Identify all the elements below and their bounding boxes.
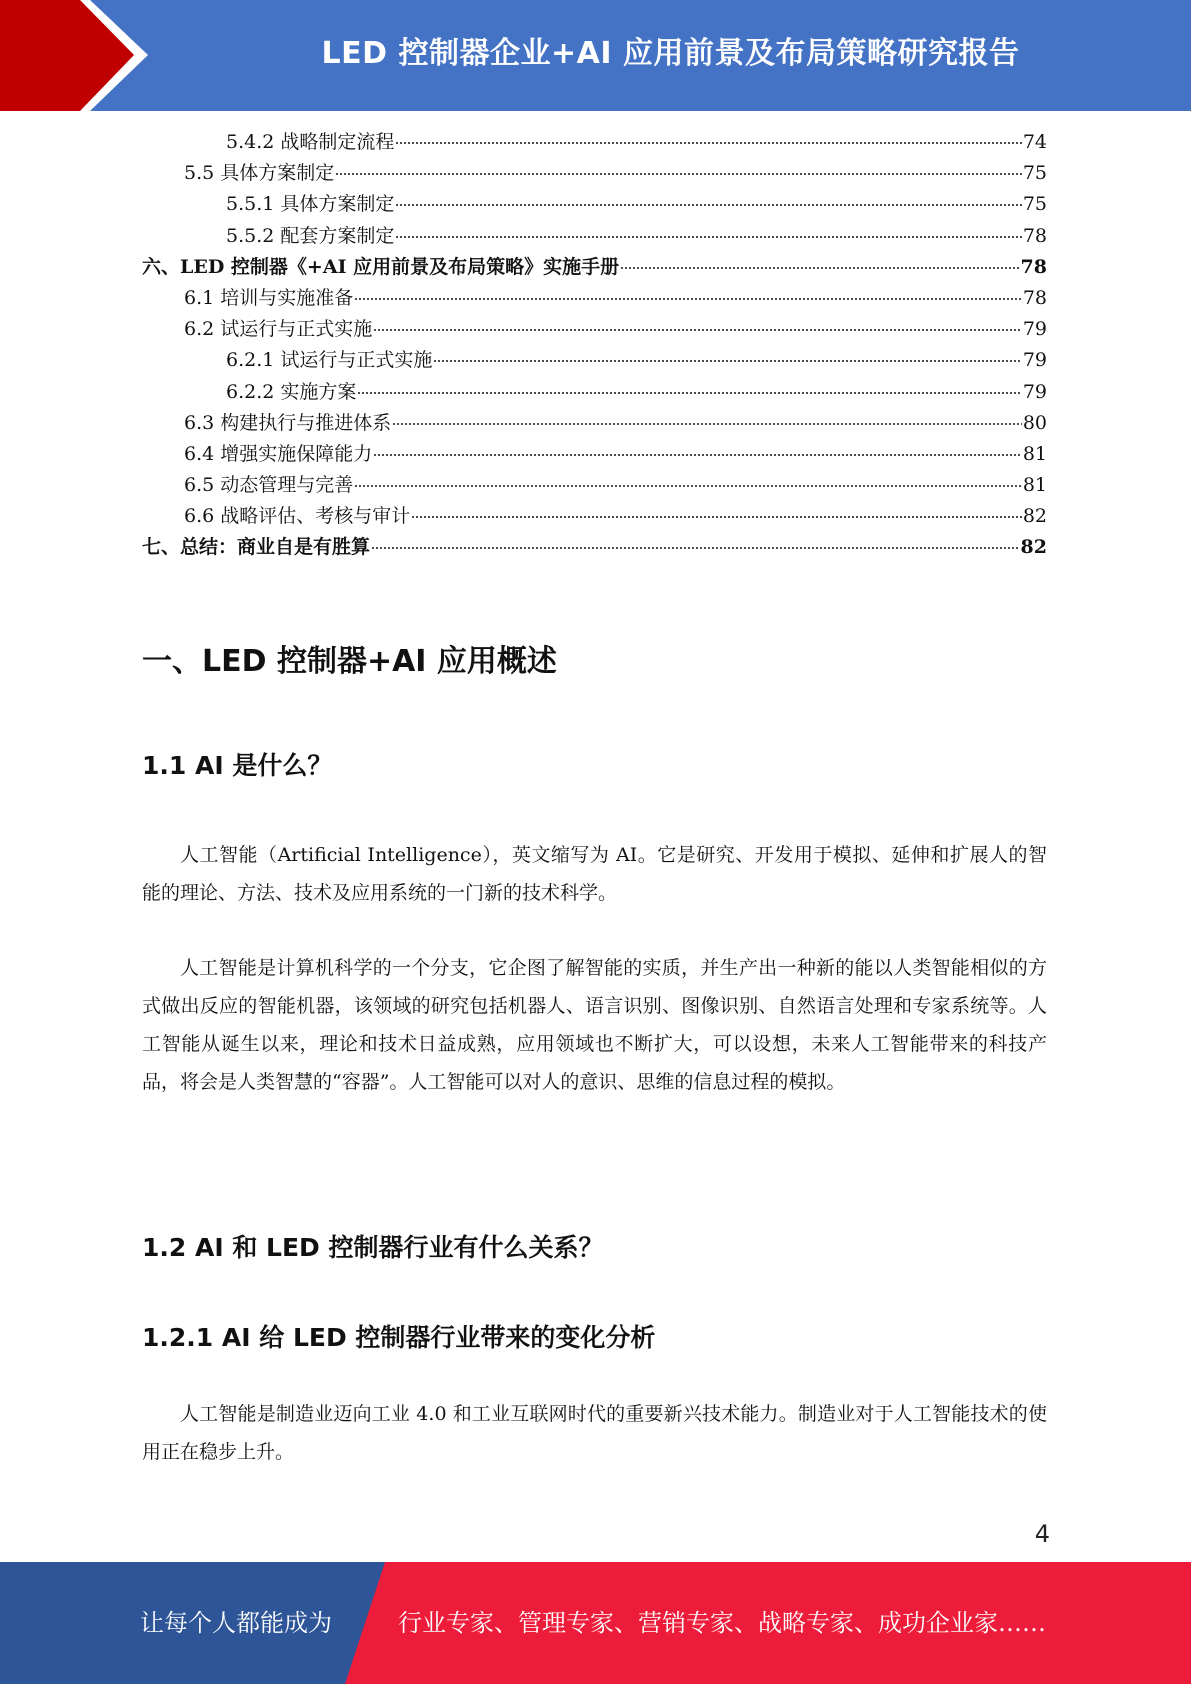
toc-entry[interactable] [142,470,1047,501]
toc-entry[interactable] [142,189,1047,220]
toc-entry-title: 6.6 战略评估、考核与审计 [184,505,411,528]
toc-leader-dots [373,329,1022,331]
header-title: LED 控制器企业+AI 应用前景及布局策略研究报告 [321,36,1020,71]
toc-leader-dots [395,236,1021,238]
page-footer [0,1562,1191,1684]
section-heading-1-1: 1.1 AI 是什么？ [142,751,333,780]
toc-entry-page: 78 [1022,286,1047,309]
paragraph-ai-manufacturing: 人工智能是制造业迈向工业 4.0 和工业互联网时代的重要新兴技术能力。制造业对于人工智能技术的使用正在稳步上升。 [142,1403,1047,1463]
toc-entry[interactable] [142,283,1047,314]
toc-entry[interactable] [142,439,1047,470]
toc-leader-dots [411,516,1022,518]
toc-entry[interactable] [142,377,1047,408]
toc-leader-dots [354,298,1022,300]
footer-slogan-right: 行业专家、管理专家、营销专家、战略专家、成功企业家…… [398,1609,1046,1637]
toc-entry[interactable] [142,532,1047,563]
toc-leader-dots [433,360,1021,362]
toc-entry-title: 六、LED 控制器《+AI 应用前景及布局策略》实施手册 [142,255,620,278]
toc-entry-title: 6.1 培训与实施准备 [184,286,354,309]
toc-entry-page: 81 [1022,442,1047,465]
toc-leader-dots [373,454,1022,456]
section-heading-1-2: 1.2 AI 和 LED 控制器行业有什么关系？ [142,1233,604,1262]
table-of-contents [142,127,1047,564]
toc-entry[interactable] [142,252,1047,283]
toc-entry-page: 78 [1020,255,1047,278]
toc-entry-page: 74 [1022,131,1047,153]
toc-leader-dots [395,142,1021,144]
toc-entry[interactable] [142,158,1047,189]
toc-leader-dots [371,547,1020,549]
toc-entry[interactable] [142,221,1047,252]
toc-leader-dots [354,485,1022,487]
chapter-heading: 一、LED 控制器+AI 应用概述 [142,644,557,679]
toc-entry-page: 79 [1022,349,1047,372]
toc-entry-title: 5.4.2 战略制定流程 [226,131,395,153]
toc-entry[interactable] [142,314,1047,345]
toc-entry-title: 6.2.1 试运行与正式实施 [226,349,433,372]
toc-entry[interactable] [142,127,1047,158]
toc-entry-page: 82 [1020,536,1047,559]
toc-entry[interactable] [142,501,1047,532]
toc-leader-dots [620,267,1019,269]
header-red-chevron [0,0,134,111]
paragraph-ai-branch: 人工智能是计算机科学的一个分支，它企图了解智能的实质，并生产出一种新的能以人类智能相似的方式做出反应的智能机器，该领域的研究包括机器人、语言识别、图像识别、自然语言处理和专家系统等。人工智能从诞生以来，理论和技术日益成熟，应用领域也不断扩大，可以设想，未来人工智能带来的科技产品，将会是人类智慧的“容器”。人工智能可以对人的意识、思维的信息过程的模拟。 [142,957,1047,1093]
toc-entry[interactable] [142,345,1047,376]
toc-entry-title: 6.3 构建执行与推进体系 [184,411,392,434]
toc-entry-page: 79 [1022,318,1047,341]
page-number: 4 [1034,1520,1050,1548]
toc-entry-title: 5.5 具体方案制定 [184,162,335,185]
toc-entry-title: 七、总结：商业自是有胜算 [142,536,371,559]
toc-entry-page: 78 [1022,224,1047,247]
toc-leader-dots [392,423,1022,425]
toc-entry-page: 82 [1022,505,1047,528]
page-header [0,0,1191,111]
footer-slogan-left: 让每个人都能成为 [140,1609,332,1637]
toc-entry-title: 6.2.2 实施方案 [226,380,357,403]
toc-leader-dots [357,392,1021,394]
section-heading-1-2-1: 1.2.1 AI 给 LED 控制器行业带来的变化分析 [142,1323,656,1352]
toc-entry-page: 79 [1022,380,1047,403]
toc-entry-title: 6.5 动态管理与完善 [184,474,354,497]
toc-entry-title: 5.5.2 配套方案制定 [226,224,395,247]
paragraph-ai-definition: 人工智能（Artificial Intelligence），英文缩写为 AI。它是研究、开发用于模拟、延伸和扩展人的智能的理论、方法、技术及应用系统的一门新的技术科学。 [142,844,1047,904]
toc-entry-page: 81 [1022,474,1047,497]
toc-entry-title: 6.4 增强实施保障能力 [184,442,373,465]
toc-entry-page: 75 [1022,193,1047,216]
toc-entry[interactable] [142,408,1047,439]
toc-leader-dots [395,204,1021,206]
toc-entry-page: 75 [1022,162,1047,185]
toc-entry-page: 80 [1022,411,1047,434]
toc-entry-title: 6.2 试运行与正式实施 [184,318,373,341]
toc-entry-title: 5.5.1 具体方案制定 [226,193,395,216]
toc-leader-dots [335,173,1022,175]
